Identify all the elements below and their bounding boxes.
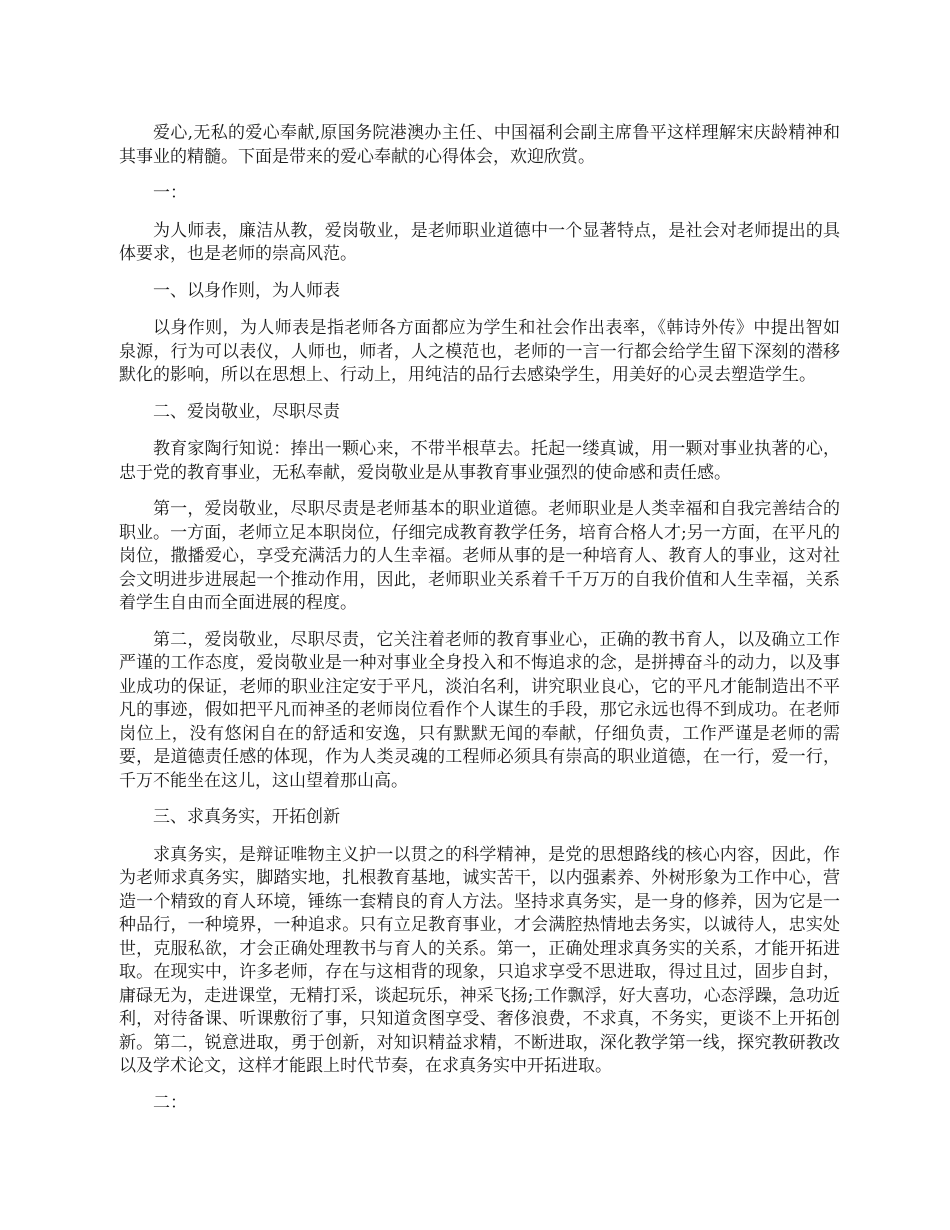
section-heading-3: 三、求真务实，开拓创新 — [153, 807, 340, 827]
section-heading-2: 二、爱岗敬业，尽职尽责 — [153, 401, 340, 422]
body-paragraph: 为人师表，廉洁从教，爱岗敬业，是老师职业道德中一个显著特点，是社会对老师提出的具体要求，也是老师的崇高风范。 — [119, 220, 840, 264]
section-marker-two: 二： — [153, 1092, 187, 1113]
body-paragraph: 教育家陶行知说：捧出一颗心来，不带半根草去。托起一缕真诚，用一颗对事业执著的心，忠于党的教育事业，无私奉献，爱岗敬业是从事教育事业强烈的使命感和责任感。 — [119, 439, 840, 483]
body-paragraph: 以身作则，为人师表是指老师各方面都应为学生和社会作出表率，《韩诗外传》中提出智如泉源，行为可以表仪，人师也，师者，人之模范也，老师的一言一行都会给学生留下深刻的潜移默化的影响，所以在思想上、行动上，用纯洁的品行去感染学生，用美好的心灵去塑造学生。 — [119, 318, 840, 385]
document-body — [119, 122, 840, 1129]
body-paragraph: 第一，爱岗敬业，尽职尽责是老师基本的职业道德。老师职业是人类幸福和自我完善结合的职业。一方面，老师立足本职岗位，仔细完成教育教学任务，培育合格人才;另一方面，在平凡的岗位，撒播爱心，享受充满活力的人生幸福。老师从事的是一种培育人、教育人的事业，这对社会文明进步进展起一个推动作用，因此，老师职业关系着千千万万的自我价值和人生幸福，关系着学生自由而全面进展的程度。 — [119, 499, 840, 613]
body-paragraph: 求真务实，是辩证唯物主义护一以贯之的科学精神，是党的思想路线的核心内容，因此，作为老师求真务实，脚踏实地，扎根教育基地，诚实苦干，以内强素养、外树形象为工作中心，营造一个精致的育人环境，锤练一套精良的育人方法。坚持求真务实，是一身的修养，因为它是一种品行，一种境界，一种追求。只有立足教育事业，才会满腔热情地去务实，以诚待人，忠实处世，克服私欲，才会正确处理教书与育人的关系。第一，正确处理求真务实的关系，才能开拓进取。在现实中，许多老师，存在与这相背的现象，只追求享受不思进取，得过且过，固步自封，庸碌无为，走进课堂，无精打采，谈起玩乐，神采飞扬;工作飘浮，好大喜功，心态浮躁，急功近利，对待备课、听课敷衍了事，只知道贪图享受、奢侈浪费，不求真，不务实，更谈不上开拓创新。第二，锐意进取，勇于创新，对知识精益求精，不断进取，深化教学第一线，探究教研教改以及学术论文，这样才能跟上时代节奏，在求真务实中开拓进取。 — [119, 844, 840, 1076]
section-heading-1: 一、以身作则，为人师表 — [153, 280, 340, 301]
section-marker-one: 一： — [153, 183, 187, 203]
intro-paragraph: 爱心,无私的爱心奉献,原国务院港澳办主任、中国福利会副主席鲁平这样理解宋庆龄精神和其事业的精髓。下面是带来的爱心奉献的心得体会，欢迎欣赏。 — [119, 123, 840, 167]
body-paragraph: 第二，爱岗敬业，尽职尽责，它关注着老师的教育事业心，正确的教书育人，以及确立工作严谨的工作态度，爱岗敬业是一种对事业全身投入和不悔追求的念，是拼搏奋斗的动力，以及事业成功的保证，老师的职业注定安于平凡，淡泊名利，讲究职业良心，它的平凡才能制造出不平凡的事迹，假如把平凡而神圣的老师岗位看作个人谋生的手段，那它永远也得不到成功。在老师岗位上，没有悠闲自在的舒适和安逸，只有默默无闻的奉献，仔细负责，工作严谨是老师的需要，是道德责任感的体现，作为人类灵魂的工程师必须具有崇高的职业道德，在一行，爱一行，千万不能坐在这儿，这山望着那山高。 — [119, 629, 840, 791]
